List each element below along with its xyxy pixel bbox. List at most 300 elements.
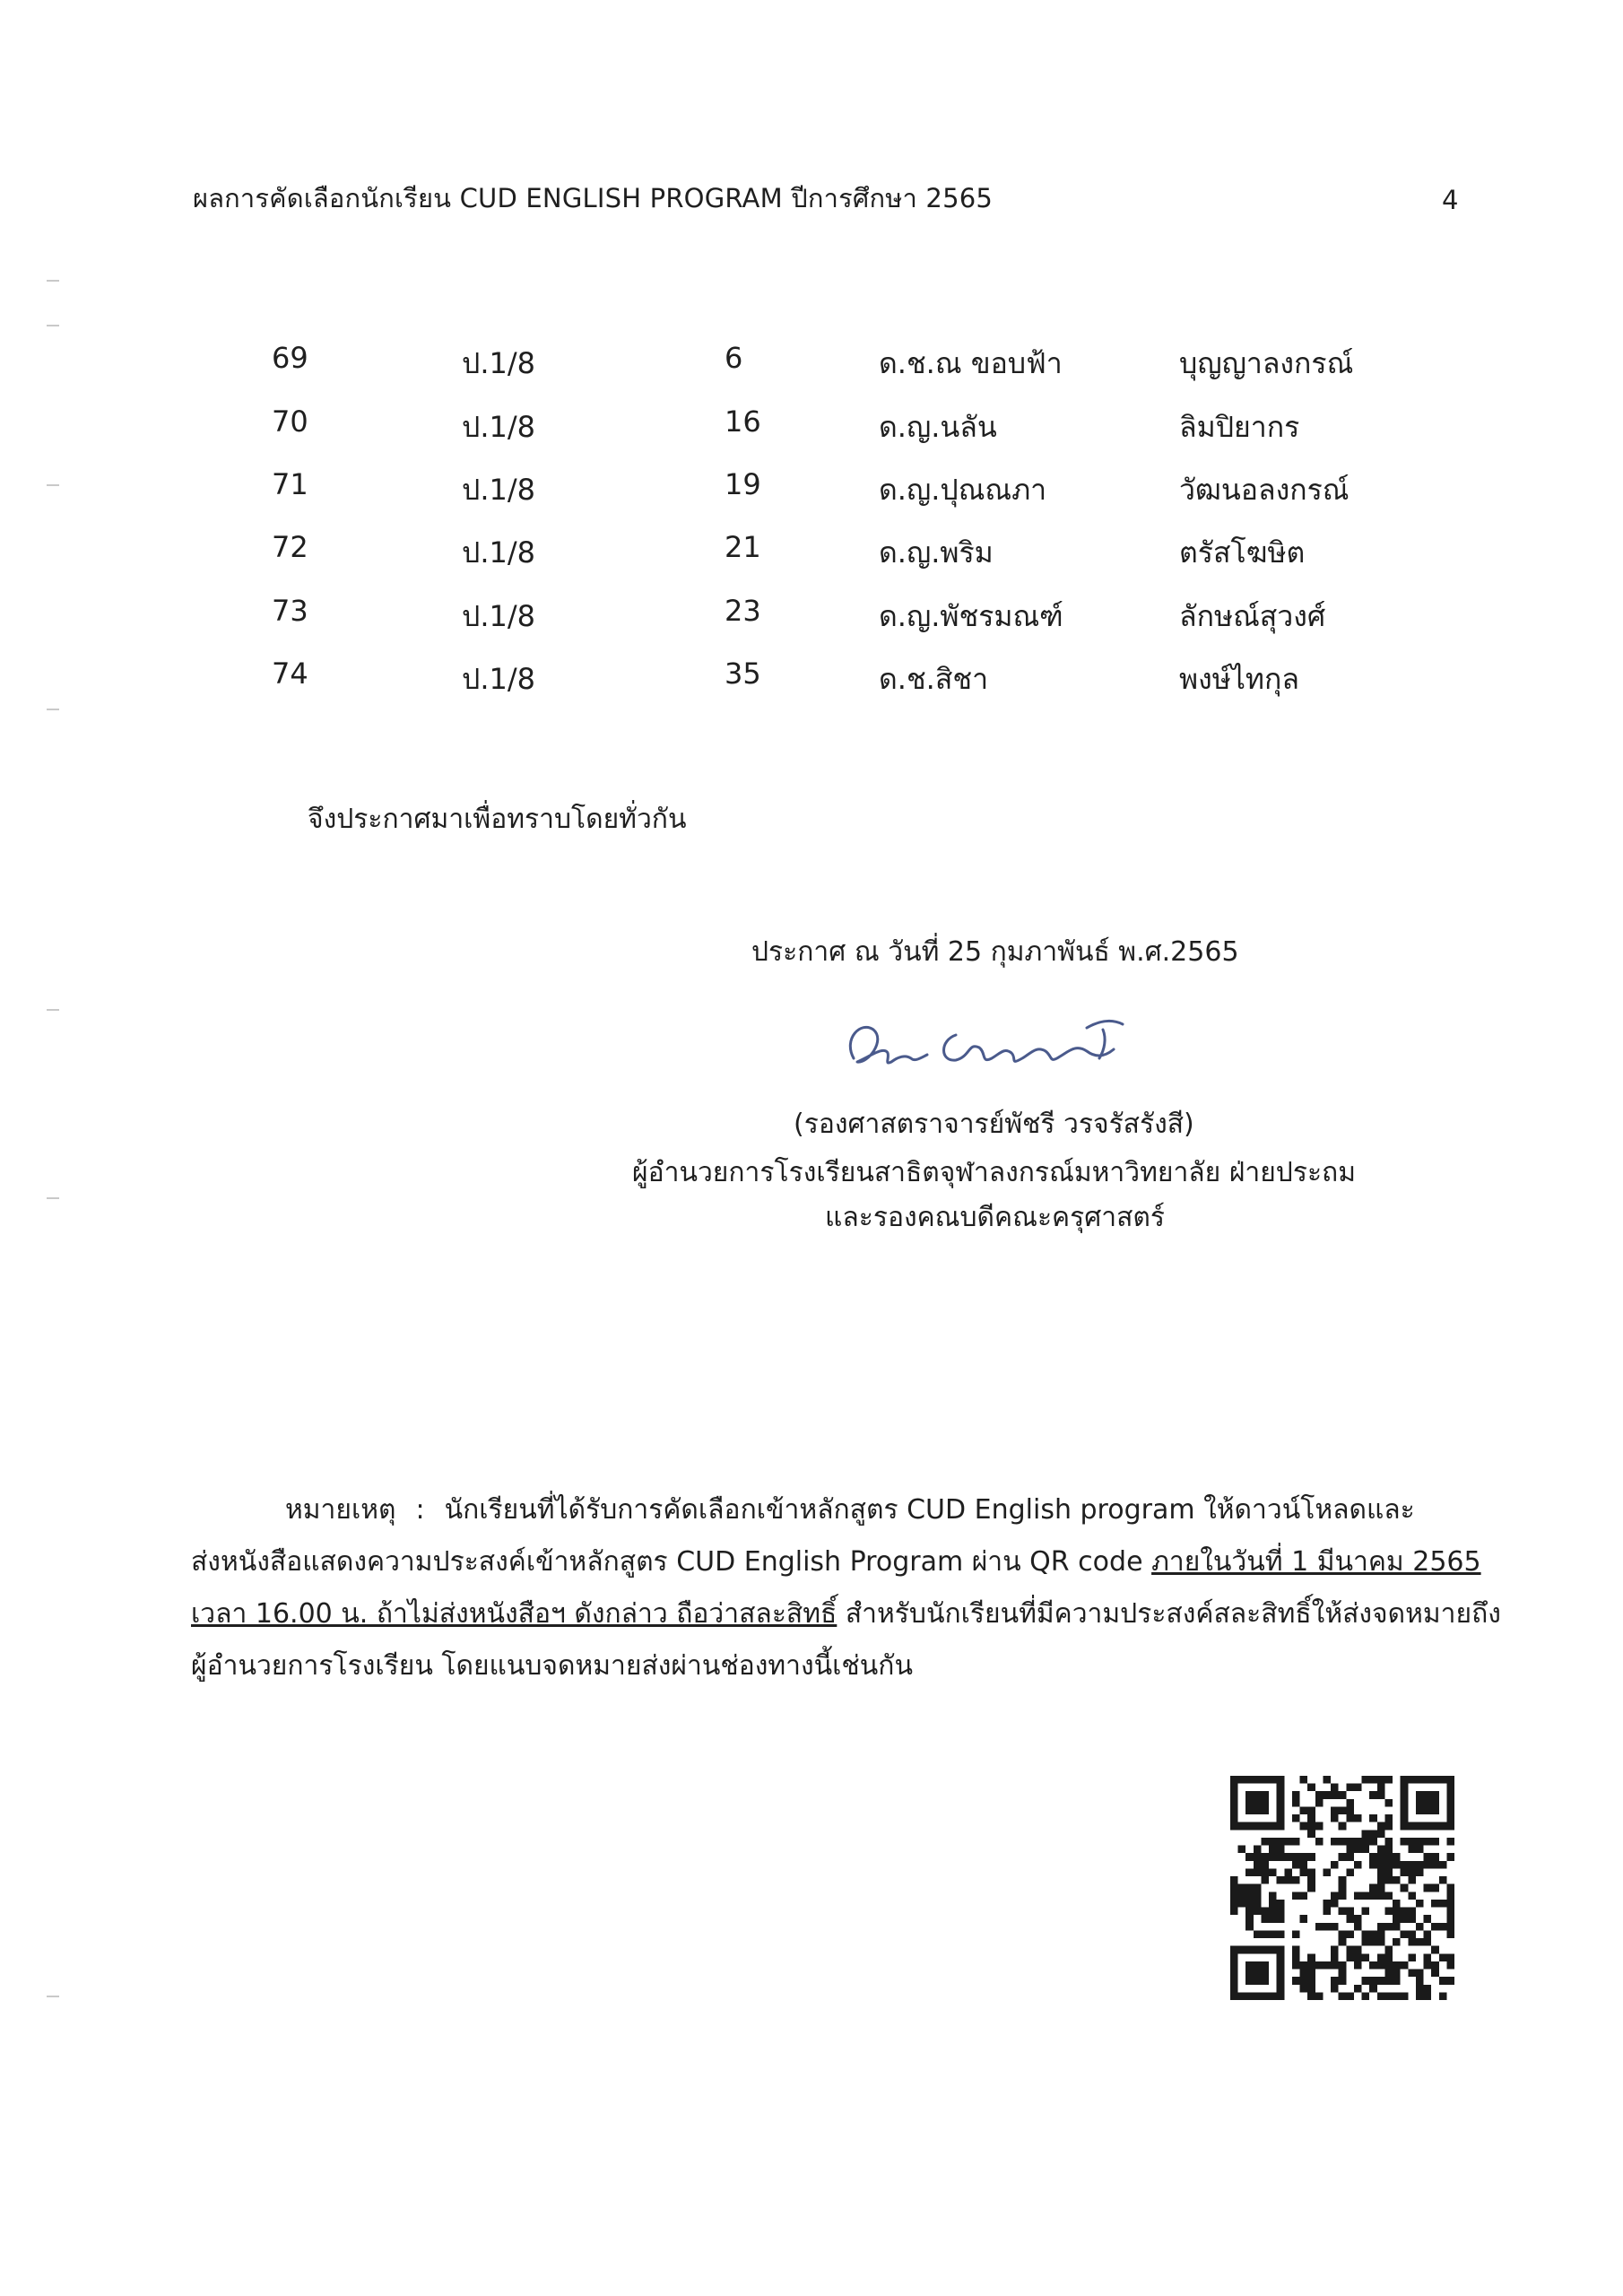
qr-module [1269,1822,1277,1831]
qr-module [1393,1970,1401,1978]
qr-module [1230,1822,1238,1831]
qr-module [1269,1992,1277,2000]
qr-module [1431,1923,1439,1931]
qr-module [1269,1892,1277,1900]
qr-module [1300,1853,1308,1861]
qr-module [1431,1853,1439,1861]
qr-module [1339,1838,1347,1846]
qr-module [1331,1946,1339,1954]
row-last-name: พงษ์ไทกุล [1179,662,1299,696]
qr-module [1261,1791,1269,1799]
qr-module [1331,1784,1339,1792]
qr-module [1254,1892,1262,1900]
qr-module [1346,1806,1354,1814]
qr-module [1416,1799,1424,1807]
remark-line [191,1536,1481,1588]
qr-module [1300,1776,1308,1784]
qr-module [1377,1884,1385,1892]
qr-module [1300,1822,1308,1831]
qr-module [1424,1938,1432,1946]
qr-module [1424,1961,1432,1970]
qr-module [1384,1923,1393,1931]
qr-module [1369,1977,1377,1985]
qr-module [1401,1961,1409,1970]
qr-module [1384,1876,1393,1884]
qr-module [1384,1946,1393,1954]
qr-module [1377,1992,1385,2000]
qr-module [1269,1930,1277,1938]
qr-module [1401,1776,1409,1784]
qr-module [1354,1985,1362,1993]
qr-module [1292,1961,1300,1970]
qr-module [1331,1985,1339,1993]
qr-module [1277,1799,1285,1807]
qr-module [1416,1861,1424,1869]
qr-module [1446,1799,1454,1807]
qr-module [1292,1953,1300,1961]
qr-module [1377,1861,1385,1869]
qr-module [1424,1791,1432,1799]
qr-module [1277,1970,1285,1978]
qr-module [1339,1892,1347,1900]
qr-module [1339,1822,1347,1831]
qr-module [1307,1822,1315,1831]
qr-module [1277,1908,1285,1916]
qr-module [1384,1846,1393,1854]
qr-module [1384,1892,1393,1900]
qr-module [1238,1892,1246,1900]
qr-module [1446,1814,1454,1822]
qr-module [1300,1868,1308,1876]
qr-module [1238,1846,1246,1854]
remark-separator: : [415,1494,425,1526]
qr-module [1431,1900,1439,1908]
qr-module [1307,1985,1315,1993]
qr-module [1331,1791,1339,1799]
qr-module [1354,1838,1362,1846]
qr-module [1315,1822,1324,1831]
qr-module [1269,1900,1277,1908]
qr-module [1277,1953,1285,1961]
qr-module [1424,1985,1432,1993]
qr-module [1401,1784,1409,1792]
qr-module [1408,1822,1416,1831]
qr-module [1446,1838,1454,1846]
qr-module [1331,1953,1339,1961]
qr-module [1431,1799,1439,1807]
qr-module [1245,1822,1254,1831]
student-row [0,530,1623,575]
qr-module [1362,1846,1370,1854]
qr-module [1339,1806,1347,1814]
qr-module [1362,1930,1370,1938]
qr-module [1369,1861,1377,1869]
qr-module [1439,1923,1447,1931]
qr-module [1384,1776,1393,1784]
qr-module [1431,1861,1439,1869]
qr-module [1377,1876,1385,1884]
qr-module [1315,1992,1324,2000]
qr-module [1424,1806,1432,1814]
row-number: 69 [272,341,308,375]
row-last-name: วัฒนอลงกรณ์ [1179,473,1350,507]
qr-module [1377,1791,1385,1799]
qr-module [1384,1861,1393,1869]
qr-module [1446,1923,1454,1931]
qr-module [1446,1900,1454,1908]
qr-module [1307,1977,1315,1985]
qr-module [1277,1814,1285,1822]
student-row [0,594,1623,639]
row-class: ป.1/8 [462,599,535,633]
row-first-name: ด.ญ.ปุณณภา [879,473,1047,507]
row-number: 73 [272,594,308,628]
qr-module [1369,1830,1377,1838]
qr-module [1339,1876,1347,1884]
scan-edge-mark [47,1996,59,1997]
qr-module [1346,1953,1354,1961]
qr-module [1408,1838,1416,1846]
qr-module [1384,1853,1393,1861]
qr-module [1401,1884,1409,1892]
row-first-name: ด.ช.ณ ขอบฟ้า [879,346,1063,380]
qr-module [1277,1961,1285,1970]
qr-module [1230,1784,1238,1792]
qr-module [1416,1846,1424,1854]
qr-module [1393,1961,1401,1970]
student-row [0,657,1623,701]
row-last-name: ลิมปิยากร [1179,410,1300,444]
qr-module [1269,1868,1277,1876]
qr-module [1446,1930,1454,1938]
qr-module [1292,1876,1300,1884]
qr-module [1323,1900,1331,1908]
qr-module [1354,1946,1362,1954]
qr-module [1254,1884,1262,1892]
qr-module [1446,1977,1454,1985]
qr-module [1254,1930,1262,1938]
qr-module [1245,1900,1254,1908]
qr-module [1269,1776,1277,1784]
qr-module [1292,1861,1300,1869]
qr-module [1261,1868,1269,1876]
qr-module [1377,1953,1385,1961]
qr-module [1439,1876,1447,1884]
qr-module [1323,1923,1331,1931]
qr-module [1362,1838,1370,1846]
scan-edge-mark [47,1197,59,1199]
qr-module [1377,1868,1385,1876]
qr-module [1377,1930,1385,1938]
qr-module [1331,1861,1339,1869]
qr-module [1339,1884,1347,1892]
qr-module [1346,1992,1354,2000]
qr-module [1446,1853,1454,1861]
qr-module [1369,1853,1377,1861]
qr-module [1277,1776,1285,1784]
qr-module [1339,1853,1347,1861]
qr-module [1424,1915,1432,1923]
qr-module [1408,1930,1416,1938]
qr-module [1408,1846,1416,1854]
qr-module [1362,1830,1370,1838]
qr-module [1416,1923,1424,1931]
qr-module [1362,1977,1370,1985]
qr-module [1431,1791,1439,1799]
qr-module [1416,1822,1424,1831]
qr-module [1284,1876,1292,1884]
qr-module [1446,1908,1454,1916]
qr-module [1292,1791,1300,1799]
qr-module [1377,1961,1385,1970]
qr-module [1416,1900,1424,1908]
qr-module [1230,1814,1238,1822]
qr-module [1284,1868,1292,1876]
qr-module [1339,1938,1347,1946]
qr-module [1393,1861,1401,1869]
qr-module [1261,1776,1269,1784]
qr-module [1408,1876,1416,1884]
qr-module [1369,1776,1377,1784]
qr-module [1377,1892,1385,1900]
qr-module [1431,1884,1439,1892]
qr-module [1408,1953,1416,1961]
qr-module [1384,1814,1393,1822]
row-class: ป.1/8 [462,535,535,570]
qr-module [1315,1791,1324,1799]
row-first-name: ด.ญ.พริม [879,535,994,570]
row-class: ป.1/8 [462,662,535,696]
qr-module [1254,1900,1262,1908]
qr-module [1354,1814,1362,1822]
qr-module [1354,1784,1362,1792]
qr-module [1446,1784,1454,1792]
qr-module [1346,1814,1354,1822]
row-last-name: ลักษณ์สุวงศ์ [1179,599,1326,633]
qr-module [1393,1900,1401,1908]
scan-edge-mark [47,709,59,710]
qr-module [1416,1838,1424,1846]
qr-module [1245,1961,1254,1970]
qr-module [1277,1900,1285,1908]
qr-module [1362,1938,1370,1946]
qr-module [1384,1977,1393,1985]
qr-module [1416,1938,1424,1946]
qr-module [1261,1977,1269,1985]
row-first-name: ด.ช.สิชา [879,662,989,696]
qr-module [1307,1953,1315,1961]
qr-module [1416,1806,1424,1814]
qr-module [1245,1791,1254,1799]
qr-module [1431,1961,1439,1970]
remark-line [191,1588,1501,1640]
qr-module [1362,1776,1370,1784]
qr-module [1238,1992,1246,2000]
qr-module [1300,1892,1308,1900]
qr-module [1439,1953,1447,1961]
qr-module [1315,1799,1324,1807]
qr-module [1307,1876,1315,1884]
qr-module [1245,1977,1254,1985]
qr-module [1416,1970,1424,1978]
qr-module [1446,1822,1454,1831]
qr-module [1408,1970,1416,1978]
qr-module [1254,1908,1262,1916]
qr-module [1377,1846,1385,1854]
qr-module [1401,1814,1409,1822]
qr-module [1245,1806,1254,1814]
qr-module [1269,1846,1277,1854]
qr-module [1261,1876,1269,1884]
qr-module [1300,1977,1308,1985]
qr-module [1300,1806,1308,1814]
qr-module [1416,1868,1424,1876]
qr-module [1346,1846,1354,1854]
qr-module [1424,1930,1432,1938]
scan-edge-mark [47,280,59,282]
qr-module [1245,1868,1254,1876]
qr-module [1431,1970,1439,1978]
qr-module [1292,1977,1300,1985]
qr-module [1369,1985,1377,1993]
qr-module [1292,1946,1300,1954]
qr-module [1315,1838,1324,1846]
qr-module [1384,1799,1393,1807]
qr-module [1254,1776,1262,1784]
qr-module [1230,1799,1238,1807]
qr-module [1369,1892,1377,1900]
qr-module [1346,1946,1354,1954]
qr-module [1331,1892,1339,1900]
qr-module [1230,1992,1238,2000]
qr-module [1339,1977,1347,1985]
qr-module [1230,1900,1238,1908]
qr-module [1377,1784,1385,1792]
qr-module [1323,1791,1331,1799]
qr-module [1431,1776,1439,1784]
qr-module [1261,1946,1269,1954]
qr-module [1446,1884,1454,1892]
qr-module [1261,1992,1269,2000]
qr-module [1277,1985,1285,1993]
qr-module [1315,1961,1324,1970]
qr-module [1431,1946,1439,1954]
qr-module [1424,1953,1432,1961]
qr-module [1277,1992,1285,2000]
qr-module [1439,1822,1447,1831]
qr-module [1277,1822,1285,1831]
qr-module [1254,1946,1262,1954]
qr-module [1424,1776,1432,1784]
qr-module [1401,1822,1409,1831]
qr-module [1393,1915,1401,1923]
qr-module [1393,1908,1401,1916]
qr-module [1393,1923,1401,1931]
row-student-number: 23 [725,594,761,628]
qr-module [1307,1806,1315,1814]
row-number: 71 [272,467,308,501]
qr-module [1323,1776,1331,1784]
qr-module [1346,1784,1354,1792]
qr-module [1284,1853,1292,1861]
qr-module [1354,1915,1362,1923]
qr-module [1346,1838,1354,1846]
qr-module [1416,1992,1424,2000]
qr-module [1446,1806,1454,1814]
qr-module [1393,1938,1401,1946]
qr-module [1346,1868,1354,1876]
qr-module [1439,1861,1447,1869]
row-last-name: ตรัสโฆษิต [1179,535,1306,570]
qr-module [1439,1776,1447,1784]
qr-module [1401,1868,1409,1876]
qr-module [1238,1822,1246,1831]
qr-module [1254,1868,1262,1876]
qr-module [1230,1892,1238,1900]
qr-code [1230,1776,1454,2000]
qr-module [1245,1915,1254,1923]
qr-module [1408,1938,1416,1946]
qr-module [1245,1923,1254,1931]
qr-module [1424,1822,1432,1831]
qr-module [1416,1977,1424,1985]
qr-module [1261,1822,1269,1831]
qr-module [1346,1908,1354,1916]
qr-module [1300,1861,1308,1869]
qr-module [1331,1923,1339,1931]
qr-module [1230,1961,1238,1970]
qr-module [1393,1853,1401,1861]
qr-module [1346,1915,1354,1923]
signer-name: (รองศาสตราจารย์พัชรี วรจรัสรังสี) [794,1109,1194,1140]
qr-module [1300,1970,1308,1978]
qr-module [1384,1838,1393,1846]
qr-module [1424,1838,1432,1846]
qr-module [1261,1961,1269,1970]
qr-module [1401,1930,1409,1938]
scan-edge-mark [47,325,59,326]
qr-module [1277,1915,1285,1923]
qr-module [1238,1884,1246,1892]
qr-module [1269,1853,1277,1861]
qr-module [1339,1992,1347,2000]
row-class: ป.1/8 [462,346,535,380]
row-student-number: 19 [725,467,761,501]
qr-module [1245,1970,1254,1978]
qr-module [1230,1791,1238,1799]
qr-module [1230,1806,1238,1814]
qr-module [1439,1900,1447,1908]
qr-module [1230,1946,1238,1954]
qr-module [1424,1884,1432,1892]
row-class: ป.1/8 [462,473,535,507]
qr-module [1254,1970,1262,1978]
remark-section [191,1484,1501,1692]
qr-module [1269,1838,1277,1846]
qr-module [1354,1961,1362,1970]
qr-module [1230,1884,1238,1892]
qr-module [1307,1814,1315,1822]
qr-module [1254,1861,1262,1869]
signer-position: ผู้อำนวยการโรงเรียนสาธิตจุฬาลงกรณ์มหาวิทยาลัย ฝ่ายประถม [632,1157,1356,1188]
row-student-number: 35 [725,657,761,691]
qr-module [1292,1853,1300,1861]
qr-module [1401,1806,1409,1814]
qr-module [1362,1953,1370,1961]
qr-module [1277,1930,1285,1938]
qr-module [1254,1791,1262,1799]
qr-module [1261,1853,1269,1861]
